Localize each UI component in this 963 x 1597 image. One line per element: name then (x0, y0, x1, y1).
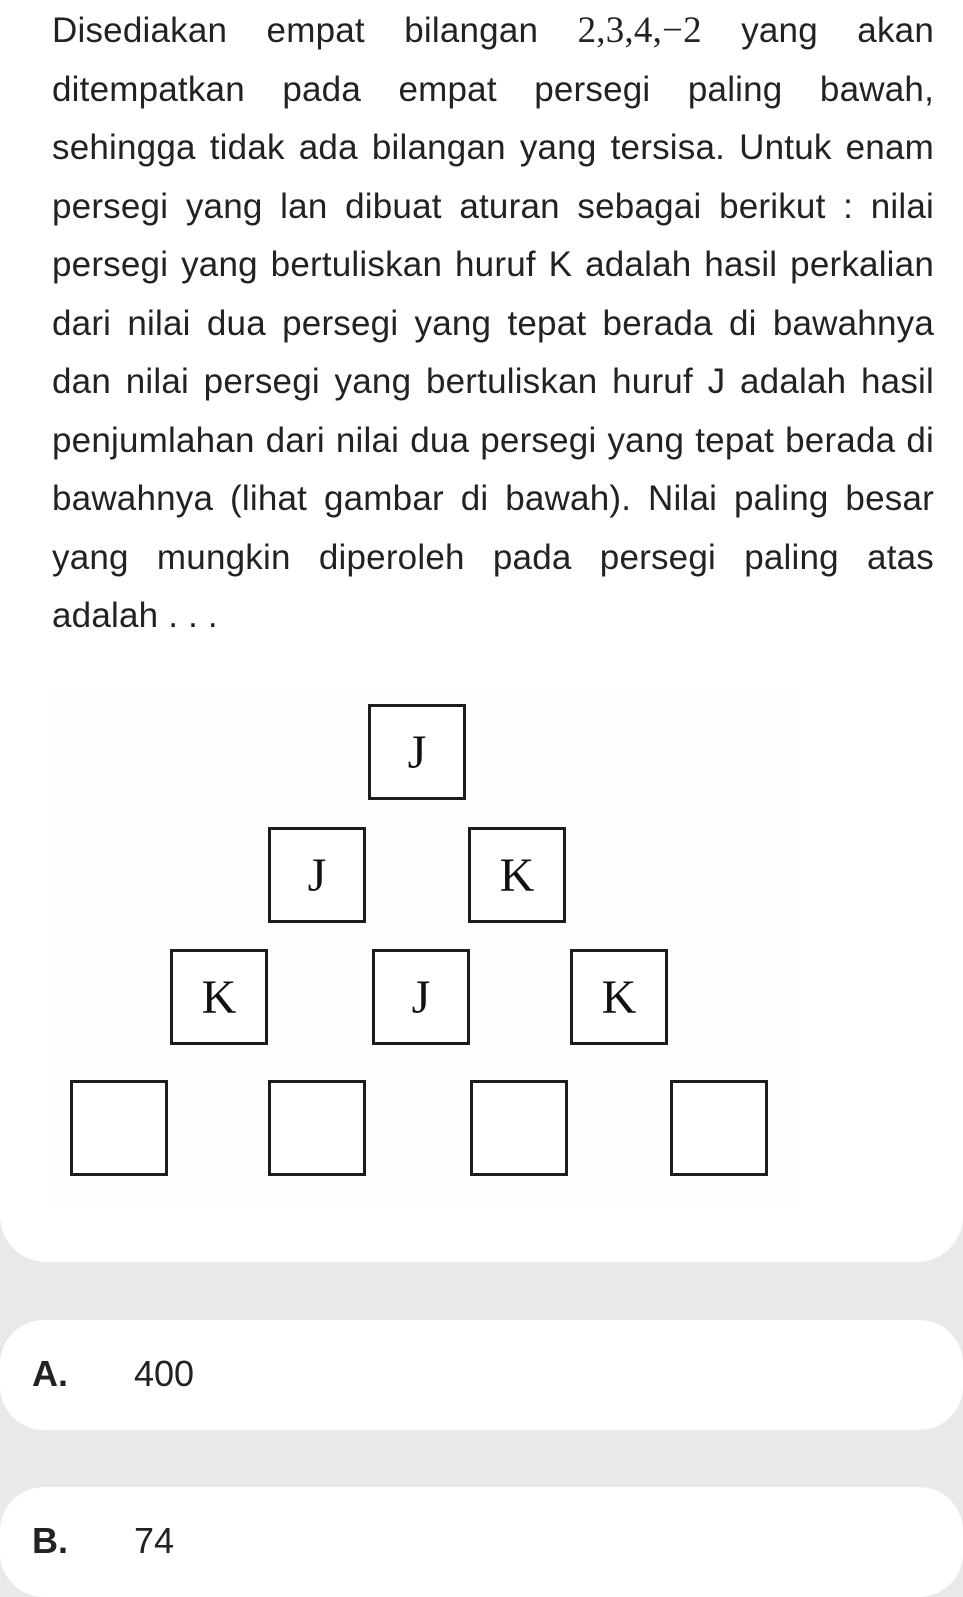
pyramid-box-row3-middle: J (372, 949, 470, 1045)
pyramid-box-row2-right: K (468, 827, 566, 923)
number-set: 2,3,4,−2 (577, 10, 702, 51)
choice-value: 74 (134, 1520, 175, 1561)
choice-a[interactable] (0, 1320, 963, 1430)
pyramid-box-row2-left: J (268, 827, 366, 923)
choice-b[interactable] (0, 1487, 963, 1597)
pyramid-diagram (52, 690, 794, 1208)
question-intro: Disediakan empat bilangan (52, 11, 578, 50)
choice-value: 400 (134, 1353, 195, 1394)
pyramid-box-bottom-1 (70, 1080, 168, 1176)
pyramid-box-bottom-2 (268, 1080, 366, 1176)
pyramid-box-bottom-3 (470, 1080, 568, 1176)
pyramid-box-bottom-4 (670, 1080, 768, 1176)
choice-letter: A. (32, 1353, 68, 1394)
pyramid-box-row3-right: K (570, 949, 668, 1045)
question-body: yang akan ditempatkan pada empat persegi paling bawah, sehingga tidak ada bilangan yang tersisa. Untuk enam persegi yang lan dibuat aturan sebagai berikut : nilai persegi yang bertuliskan huruf K adalah hasil perkalian dari nilai dua persegi yang tepat berada di bawahnya dan nilai persegi yang bertuliskan huruf J adalah hasil penjumlahan dari nilai dua persegi yang tepat berada di bawahnya (lihat gambar di bawah). Nilai paling besar yang mungkin diperoleh pada persegi paling atas adalah . . . (52, 11, 934, 635)
choice-letter: B. (32, 1520, 68, 1561)
question-text (52, 2, 934, 646)
pyramid-box-row3-left: K (170, 949, 268, 1045)
pyramid-box-top: J (368, 704, 466, 800)
